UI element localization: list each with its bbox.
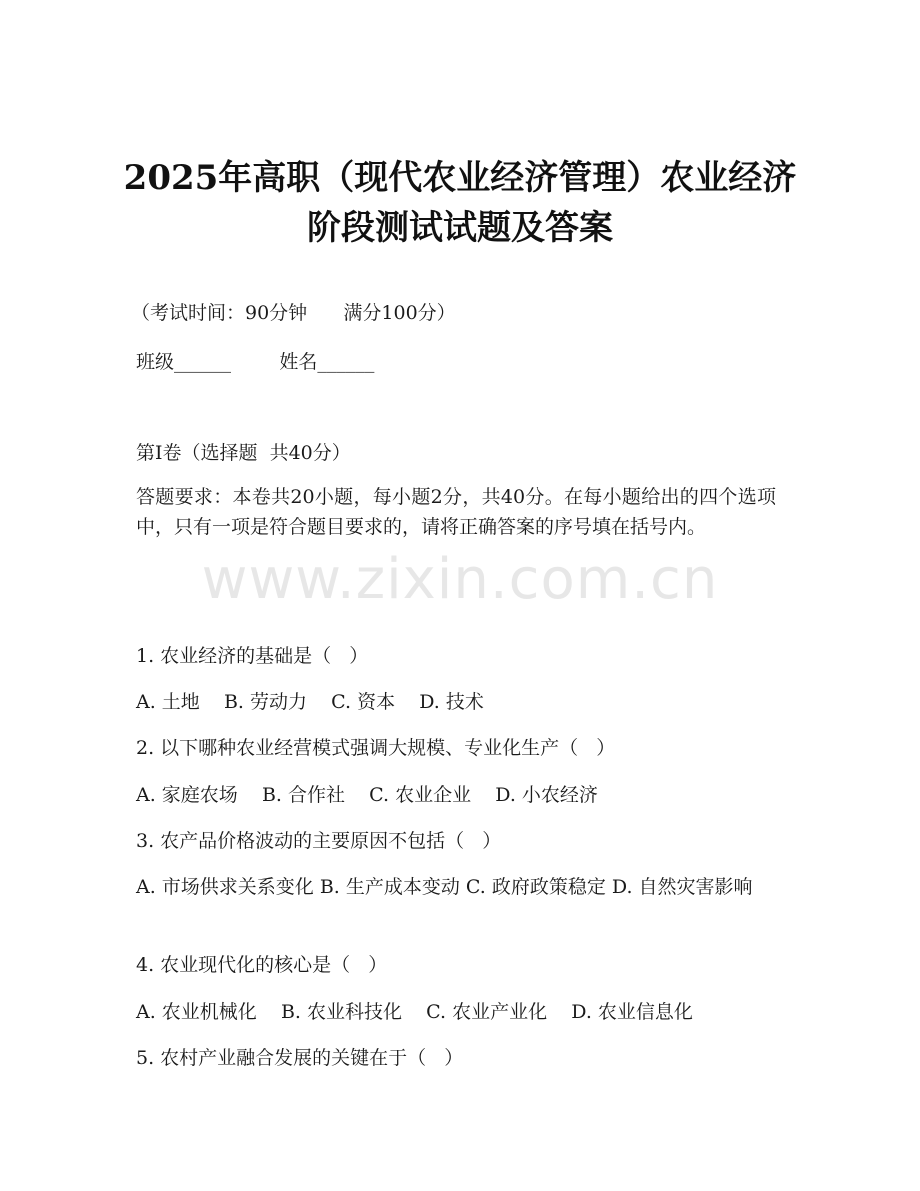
class-name-fields: 班级______ 姓名______ xyxy=(136,351,375,373)
question-options: A. 市场供求关系变化 B. 生产成本变动 C. 政府政策稳定 D. 自然灾害影响 xyxy=(136,876,753,898)
watermark: www.zixin.com.cn xyxy=(201,547,719,612)
section-heading: 第I卷（选择题 共40分） xyxy=(136,442,351,464)
question-options: A. 家庭农场 B. 合作社 C. 农业企业 D. 小农经济 xyxy=(136,784,598,806)
question-options: A. 土地 B. 劳动力 C. 资本 D. 技术 xyxy=(136,691,484,713)
exam-time-score: （考试时间：90分钟 满分100分） xyxy=(131,302,456,324)
question-stem: 2. 以下哪种农业经营模式强调大规模、专业化生产（ ） xyxy=(136,737,616,759)
question-stem: 3. 农产品价格波动的主要原因不包括（ ） xyxy=(136,830,502,852)
question-stem: 4. 农业现代化的核心是（ ） xyxy=(136,954,388,976)
question-stem: 1. 农业经济的基础是（ ） xyxy=(136,645,369,667)
section-instructions: 答题要求：本卷共20小题，每小题2分，共40分。在每小题给出的四个选项中，只有一项是符合题目要求的，请将正确答案的序号填在括号内。 xyxy=(136,486,776,538)
document-title-line-1: 2025年高职（现代农业经济管理）农业经济 xyxy=(123,158,797,198)
question-stem: 5. 农村产业融合发展的关键在于（ ） xyxy=(136,1047,464,1069)
document-title-line-2: 阶段测试试题及答案 xyxy=(307,208,613,248)
question-options: A. 农业机械化 B. 农业科技化 C. 农业产业化 D. 农业信息化 xyxy=(136,1001,693,1023)
